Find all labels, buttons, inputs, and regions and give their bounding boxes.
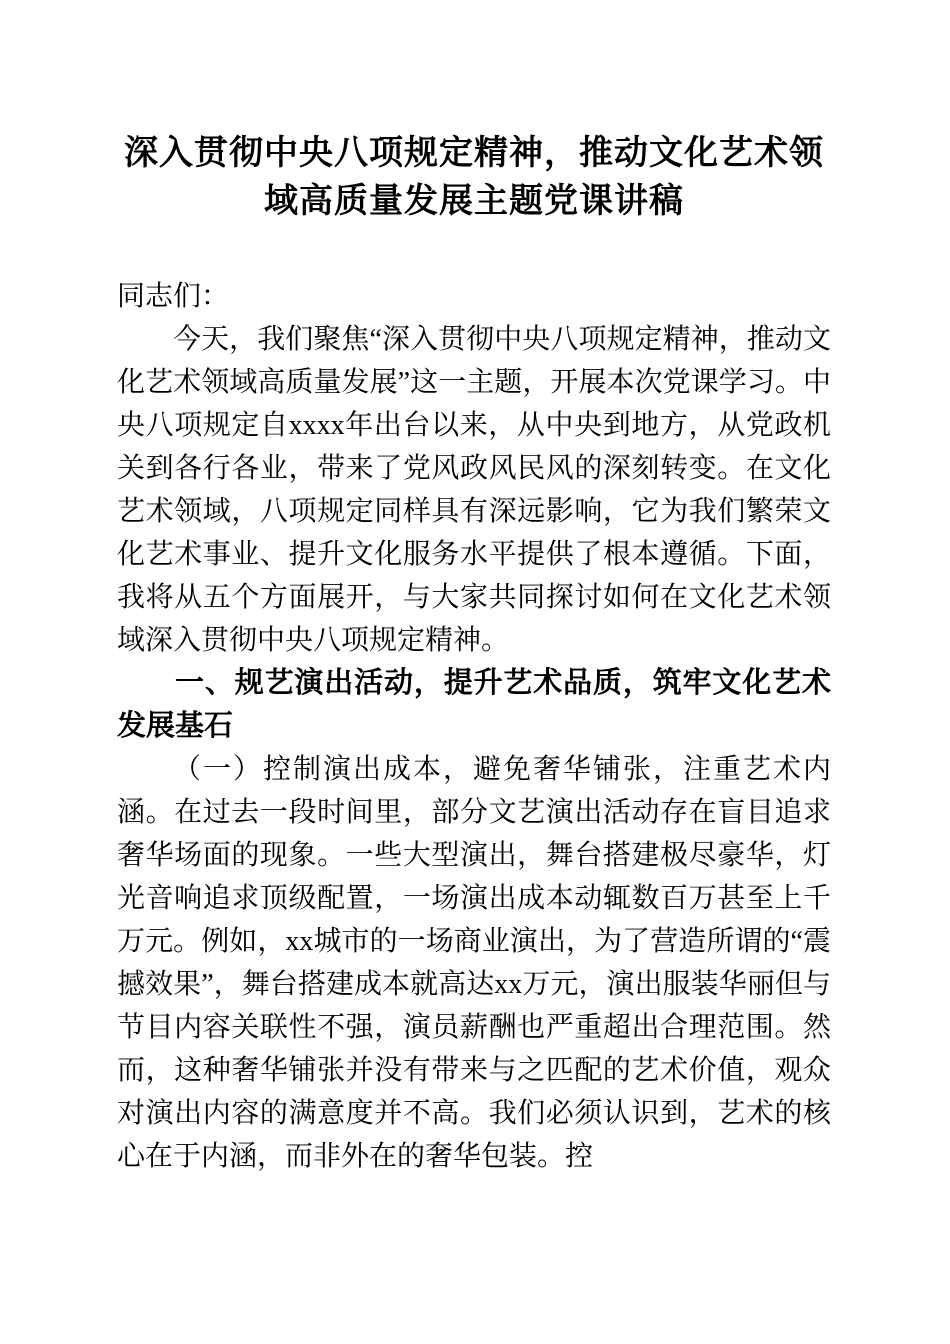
- document-title: 深入贯彻中央八项规定精神，推动文化艺术领域高质量发展主题党课讲稿: [124, 135, 824, 220]
- section-heading: 一、规艺演出活动，提升艺术品质，筑牢文化艺术发展基石: [117, 667, 831, 742]
- document-paragraph: 今天，我们聚焦“深入贯彻中央八项规定精神，推动文化艺术领域高质量发展”这一主题，开展本次党课学习。中央八项规定自xxxx年出台以来，从中央到地方，从党政机关到各行各业，带来了党风政风民风的深刻转变。在文化艺术领域，八项规定同样具有深远影响，它为我们繁荣文化艺术事业、提升文化服务水平提供了根本遵循。下面，我将从五个方面展开，与大家共同探讨如何在文化艺术领域深入贯彻中央八项规定精神。: [117, 324, 831, 656]
- document-paragraph: （一）控制演出成本，避免奢华铺张，注重艺术内涵。在过去一段时间里，部分文艺演出活动存在盲目追求奢华场面的现象。一些大型演出，舞台搭建极尽豪华，灯光音响追求顶级配置，一场演出成本动辄数百万甚至上千万元。例如，xx城市的一场商业演出，为了营造所谓的“震撼效果”，舞台搭建成本就高达xx万元，演出服装华丽但与节目内容关联性不强，演员薪酬也严重超出合理范围。然而，这种奢华铺张并没有带来与之匹配的艺术价值，观众对演出内容的满意度并不高。我们必须认识到，艺术的核心在于内涵，而非外在的奢华包装。控: [117, 754, 831, 1172]
- document-body: [117, 275, 831, 1178]
- document-paragraph: 同志们：: [117, 281, 230, 312]
